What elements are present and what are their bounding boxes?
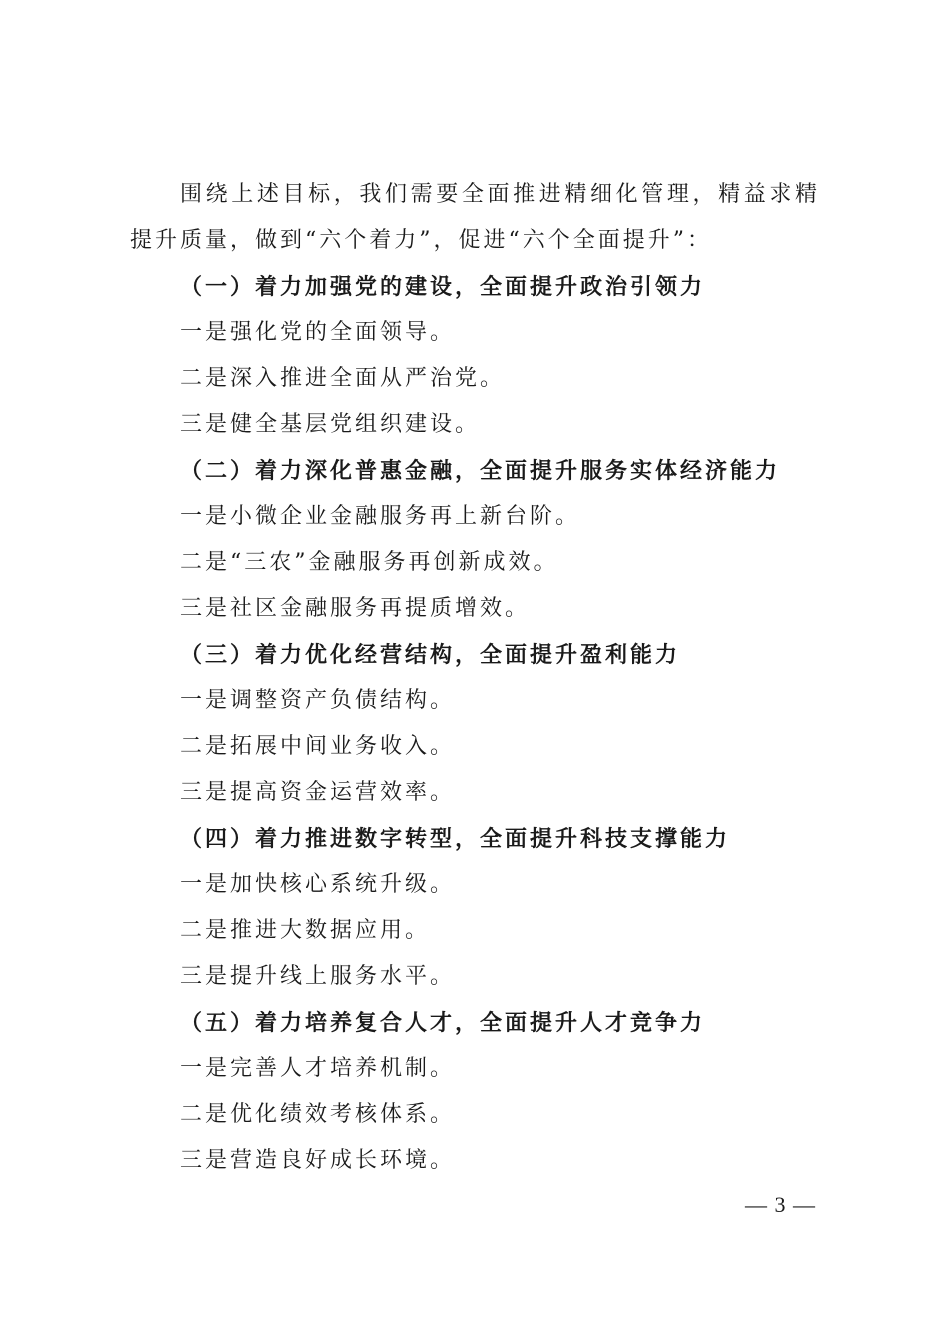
section-3-item-1: 一是调整资产负债结构。 bbox=[180, 688, 456, 713]
section-heading-3: （三）着力优化经营结构，全面提升盈利能力 bbox=[180, 642, 681, 668]
section-4-item-1: 一是加快核心系统升级。 bbox=[180, 872, 456, 897]
section-2-item-1: 一是小微企业金融服务再上新台阶。 bbox=[180, 504, 581, 529]
section-4-item-2: 二是推进大数据应用。 bbox=[180, 918, 431, 943]
section-5-item-1: 一是完善人才培养机制。 bbox=[180, 1056, 456, 1081]
section-heading-4: （四）着力推进数字转型，全面提升科技支撑能力 bbox=[180, 826, 731, 852]
section-2-item-3: 三是社区金融服务再提质增效。 bbox=[180, 596, 531, 621]
section-3-item-2: 二是拓展中间业务收入。 bbox=[180, 734, 456, 759]
section-5-item-3: 三是营造良好成长环境。 bbox=[180, 1148, 456, 1173]
intro-paragraph: 围绕上述目标，我们需要全面推进精细化管理，精益求精提升质量，做到“六个着力”，促进“六个全面提升”： bbox=[130, 182, 820, 253]
section-heading-1: （一）着力加强党的建设，全面提升政治引领力 bbox=[180, 274, 706, 300]
section-1-item-2: 二是深入推进全面从严治党。 bbox=[180, 366, 506, 391]
section-2-item-2: 二是“三农”金融服务再创新成效。 bbox=[180, 550, 559, 575]
section-4-item-3: 三是提升线上服务水平。 bbox=[180, 964, 456, 989]
document-body bbox=[130, 172, 820, 1184]
section-1-item-3: 三是健全基层党组织建设。 bbox=[180, 412, 481, 437]
section-3-item-3: 三是提高资金运营效率。 bbox=[180, 780, 456, 805]
section-heading-5: （五）着力培养复合人才，全面提升人才竞争力 bbox=[180, 1010, 706, 1036]
page-number: — 3 — bbox=[745, 1192, 816, 1217]
section-5-item-2: 二是优化绩效考核体系。 bbox=[180, 1102, 456, 1127]
section-1-item-1: 一是强化党的全面领导。 bbox=[180, 320, 456, 345]
section-heading-2: （二）着力深化普惠金融，全面提升服务实体经济能力 bbox=[180, 458, 781, 484]
